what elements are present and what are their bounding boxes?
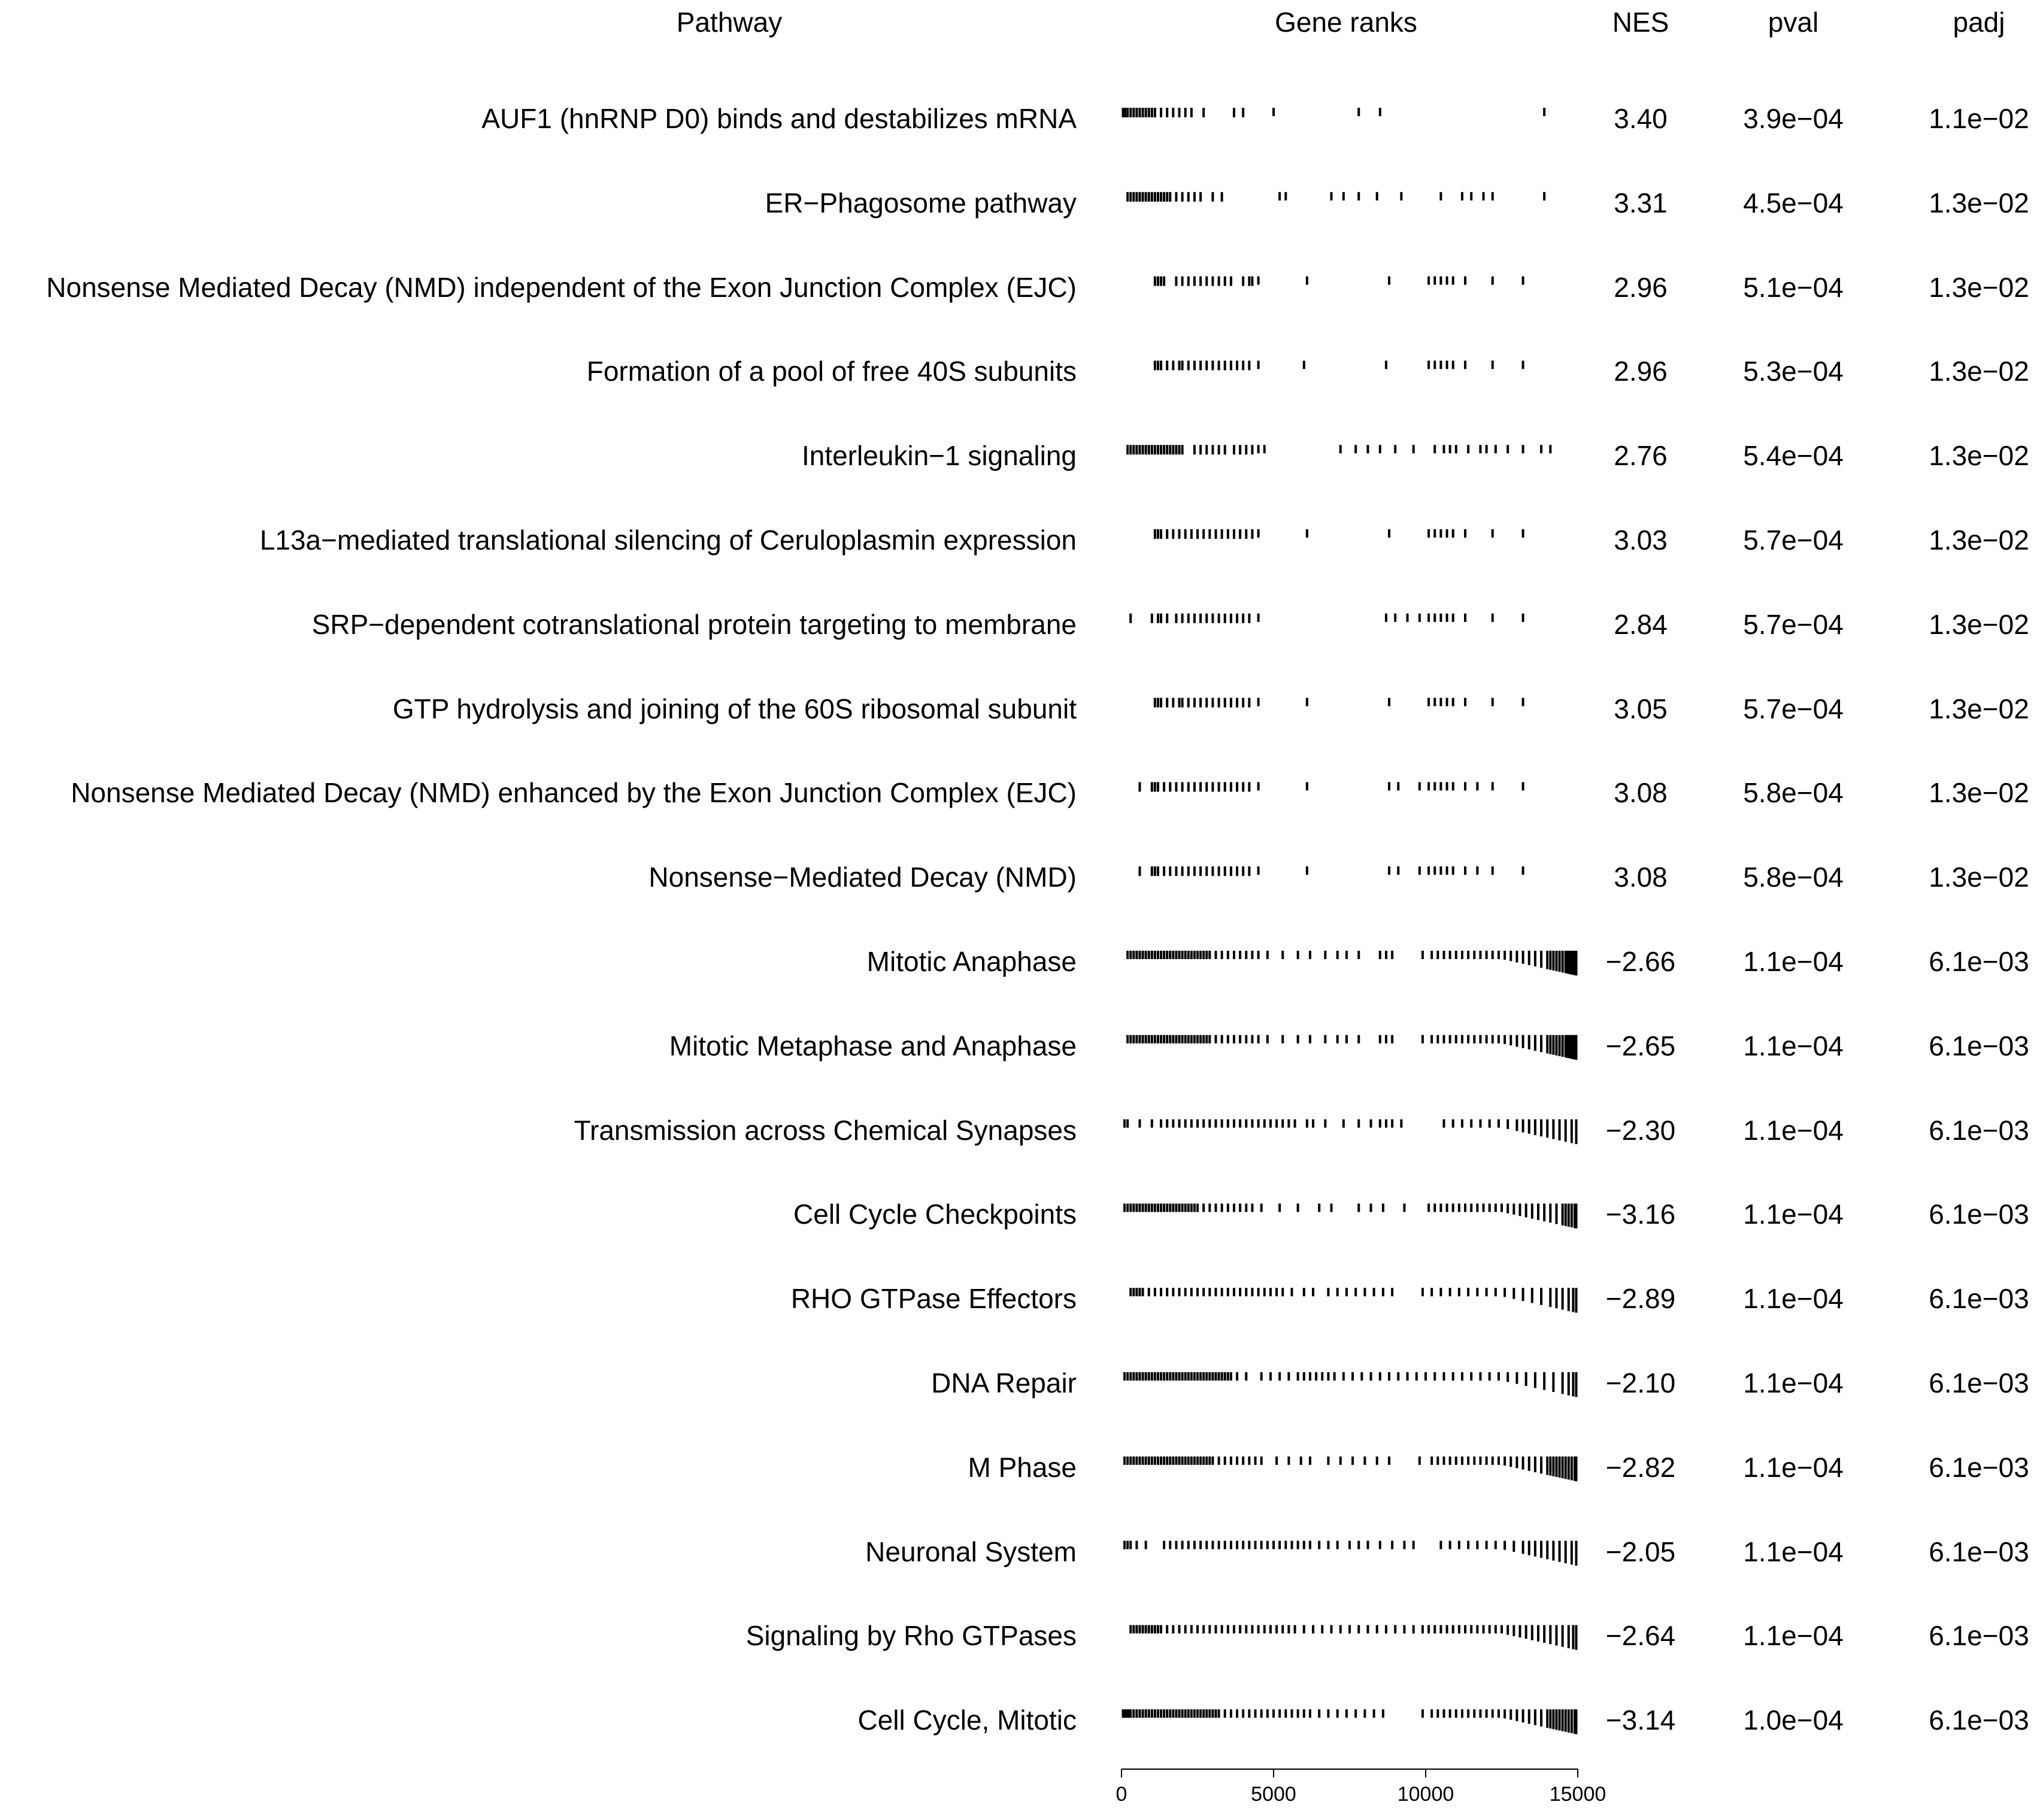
nes-value: −3.14	[1605, 1704, 1676, 1736]
pval-value: 5.4e−04	[1743, 440, 1844, 472]
pathway-name: DNA Repair	[931, 1367, 1077, 1399]
pathway-row	[0, 510, 2043, 570]
nes-value: −2.82	[1605, 1451, 1676, 1483]
padj-value: 6.1e−03	[1929, 1536, 2029, 1567]
padj-value: 1.3e−02	[1929, 608, 2029, 640]
pathway-name: Neuronal System	[865, 1536, 1077, 1567]
pval-value: 1.1e−04	[1743, 1114, 1844, 1146]
pval-value: 1.1e−04	[1743, 1620, 1844, 1652]
header-gene-ranks: Gene ranks	[1275, 7, 1417, 38]
pathway-row	[0, 1690, 2043, 1750]
pathway-row	[0, 1100, 2043, 1160]
padj-value: 6.1e−03	[1929, 1199, 2029, 1230]
pval-value: 5.7e−04	[1743, 524, 1844, 556]
x-tick-label: 5000	[1251, 1783, 1296, 1806]
nes-value: 3.05	[1614, 693, 1668, 724]
pval-value: 1.0e−04	[1743, 1704, 1844, 1736]
padj-value: 6.1e−03	[1929, 1030, 2029, 1061]
pathway-name: AUF1 (hnRNP D0) binds and destabilizes mRNA	[481, 103, 1077, 134]
pathway-row	[0, 1522, 2043, 1582]
pval-value: 5.8e−04	[1743, 862, 1844, 893]
x-tick-label: 10000	[1397, 1783, 1454, 1806]
pathway-name: Mitotic Metaphase and Anaphase	[669, 1030, 1077, 1061]
pathway-name: GTP hydrolysis and joining of the 60S ribosomal subunit	[392, 693, 1077, 724]
padj-value: 1.3e−02	[1929, 187, 2029, 219]
nes-value: 3.03	[1614, 524, 1668, 556]
nes-value: 3.08	[1614, 862, 1668, 893]
pval-value: 5.8e−04	[1743, 777, 1844, 809]
padj-value: 6.1e−03	[1929, 1620, 2029, 1652]
header-padj: padj	[1953, 7, 2005, 38]
nes-value: 3.31	[1614, 187, 1668, 219]
pathway-row	[0, 847, 2043, 907]
header-nes: NES	[1612, 7, 1669, 38]
padj-value: 1.3e−02	[1929, 777, 2029, 809]
header-pathway: Pathway	[676, 7, 783, 38]
pathway-row	[0, 173, 2043, 233]
pathway-row	[0, 1353, 2043, 1413]
pathway-row	[0, 594, 2043, 654]
pathway-name: Nonsense Mediated Decay (NMD) independent of the Exon Junction Complex (EJC)	[46, 271, 1077, 303]
x-tick-label: 15000	[1549, 1783, 1606, 1806]
pval-value: 1.1e−04	[1743, 1283, 1844, 1315]
pathway-row	[0, 763, 2043, 823]
pathway-row	[0, 679, 2043, 739]
padj-value: 6.1e−03	[1929, 1451, 2029, 1483]
nes-value: 2.76	[1614, 440, 1668, 472]
nes-value: −3.16	[1605, 1199, 1676, 1230]
padj-value: 6.1e−03	[1929, 1283, 2029, 1315]
padj-value: 1.1e−02	[1929, 103, 2029, 134]
pathway-row	[0, 1016, 2043, 1076]
pval-value: 3.9e−04	[1743, 103, 1844, 134]
header-pval: pval	[1768, 7, 1819, 38]
pval-value: 1.1e−04	[1743, 1367, 1844, 1399]
pathway-name: Mitotic Anaphase	[866, 946, 1077, 977]
padj-value: 6.1e−03	[1929, 1367, 2029, 1399]
padj-value: 1.3e−02	[1929, 440, 2029, 472]
pval-value: 5.3e−04	[1743, 356, 1844, 387]
nes-value: −2.65	[1605, 1030, 1676, 1061]
pval-value: 5.7e−04	[1743, 693, 1844, 724]
x-tick-label: 0	[1116, 1783, 1127, 1806]
pval-value: 1.1e−04	[1743, 1030, 1844, 1061]
nes-value: 2.84	[1614, 608, 1668, 640]
pathway-row	[0, 1269, 2043, 1328]
padj-value: 1.3e−02	[1929, 693, 2029, 724]
nes-value: −2.10	[1605, 1367, 1676, 1399]
pval-value: 5.1e−04	[1743, 271, 1844, 303]
pathway-row	[0, 932, 2043, 991]
nes-value: 2.96	[1614, 271, 1668, 303]
pval-value: 1.1e−04	[1743, 1536, 1844, 1567]
pathway-name: Transmission across Chemical Synapses	[574, 1114, 1077, 1146]
nes-value: 2.96	[1614, 356, 1668, 387]
nes-value: 3.40	[1614, 103, 1668, 134]
pathway-name: M Phase	[968, 1451, 1077, 1483]
padj-value: 1.3e−02	[1929, 524, 2029, 556]
pathway-row	[0, 257, 2043, 317]
pathway-row	[0, 341, 2043, 401]
padj-value: 1.3e−02	[1929, 356, 2029, 387]
pval-value: 5.7e−04	[1743, 608, 1844, 640]
padj-value: 1.3e−02	[1929, 862, 2029, 893]
pathway-name: Nonsense Mediated Decay (NMD) enhanced by the Exon Junction Complex (EJC)	[71, 777, 1077, 809]
pathway-name: Nonsense−Mediated Decay (NMD)	[648, 862, 1077, 893]
pval-value: 1.1e−04	[1743, 1199, 1844, 1230]
pathway-row	[0, 1437, 2043, 1497]
pathway-row	[0, 1606, 2043, 1666]
padj-value: 1.3e−02	[1929, 271, 2029, 303]
pathway-name: Signaling by Rho GTPases	[745, 1620, 1077, 1652]
pathway-name: ER−Phagosome pathway	[765, 187, 1077, 219]
nes-value: −2.64	[1605, 1620, 1676, 1652]
nes-value: −2.66	[1605, 946, 1676, 977]
padj-value: 6.1e−03	[1929, 1114, 2029, 1146]
pathway-name: Cell Cycle, Mitotic	[857, 1704, 1077, 1736]
pathway-name: Cell Cycle Checkpoints	[793, 1199, 1077, 1230]
nes-value: −2.89	[1605, 1283, 1676, 1315]
padj-value: 6.1e−03	[1929, 1704, 2029, 1736]
pathway-name: SRP−dependent cotranslational protein targeting to membrane	[311, 608, 1077, 640]
pathway-name: L13a−mediated translational silencing of Ceruloplasmin expression	[259, 524, 1077, 556]
pathway-name: Formation of a pool of free 40S subunits	[586, 356, 1077, 387]
pathway-row	[0, 89, 2043, 148]
pathway-row	[0, 426, 2043, 486]
pathway-row	[0, 1184, 2043, 1244]
nes-value: −2.05	[1605, 1536, 1676, 1567]
pathway-name: Interleukin−1 signaling	[801, 440, 1077, 472]
pval-value: 1.1e−04	[1743, 946, 1844, 977]
padj-value: 6.1e−03	[1929, 946, 2029, 977]
pval-value: 4.5e−04	[1743, 187, 1844, 219]
nes-value: 3.08	[1614, 777, 1668, 809]
pathway-name: RHO GTPase Effectors	[790, 1283, 1077, 1315]
nes-value: −2.30	[1605, 1114, 1676, 1146]
pval-value: 1.1e−04	[1743, 1451, 1844, 1483]
